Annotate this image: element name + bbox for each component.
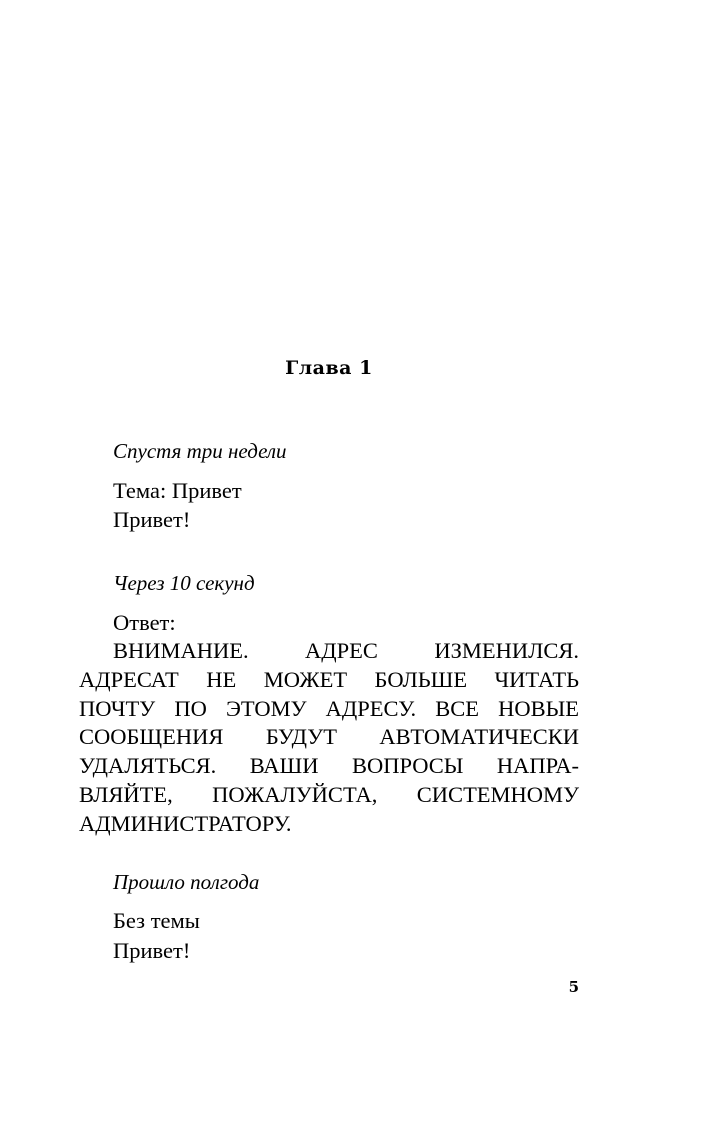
message-line: АДРЕСАТ НЕ МОЖЕТ БОЛЬШЕ ЧИТАТЬ <box>79 666 579 692</box>
email-body: Привет! <box>113 938 191 963</box>
reply-label: Ответ: <box>113 610 176 635</box>
message-line: ПОЧТУ ПО ЭТОМУ АДРЕСУ. ВСЕ НОВЫЕ <box>79 695 579 721</box>
message-line: ВЛЯЙТЕ, ПОЖАЛУЙСТА, СИСТЕМНОМУ <box>79 781 579 807</box>
message-line: СООБЩЕНИЯ БУДУТ АВТОМАТИЧЕСКИ <box>79 724 579 750</box>
chapter-title: Глава 1 <box>285 357 373 379</box>
message-line: АДМИНИСТРАТОРУ. <box>79 810 292 836</box>
email-subject: Без темы <box>113 908 200 933</box>
message-line: ВНИМАНИЕ. АДРЕС ИЗМЕНИЛСЯ. <box>113 638 579 663</box>
time-note: Через 10 секунд <box>113 571 255 595</box>
email-subject: Тема: Привет <box>113 478 242 503</box>
email-body: Привет! <box>113 507 191 532</box>
time-note: Спустя три недели <box>113 439 287 463</box>
message-line: УДАЛЯТЬСЯ. ВАШИ ВОПРОСЫ НАПРА- <box>79 753 579 779</box>
auto-reply-message <box>79 637 579 839</box>
page-number: 5 <box>568 978 579 996</box>
time-note: Прошло полгода <box>113 870 260 894</box>
